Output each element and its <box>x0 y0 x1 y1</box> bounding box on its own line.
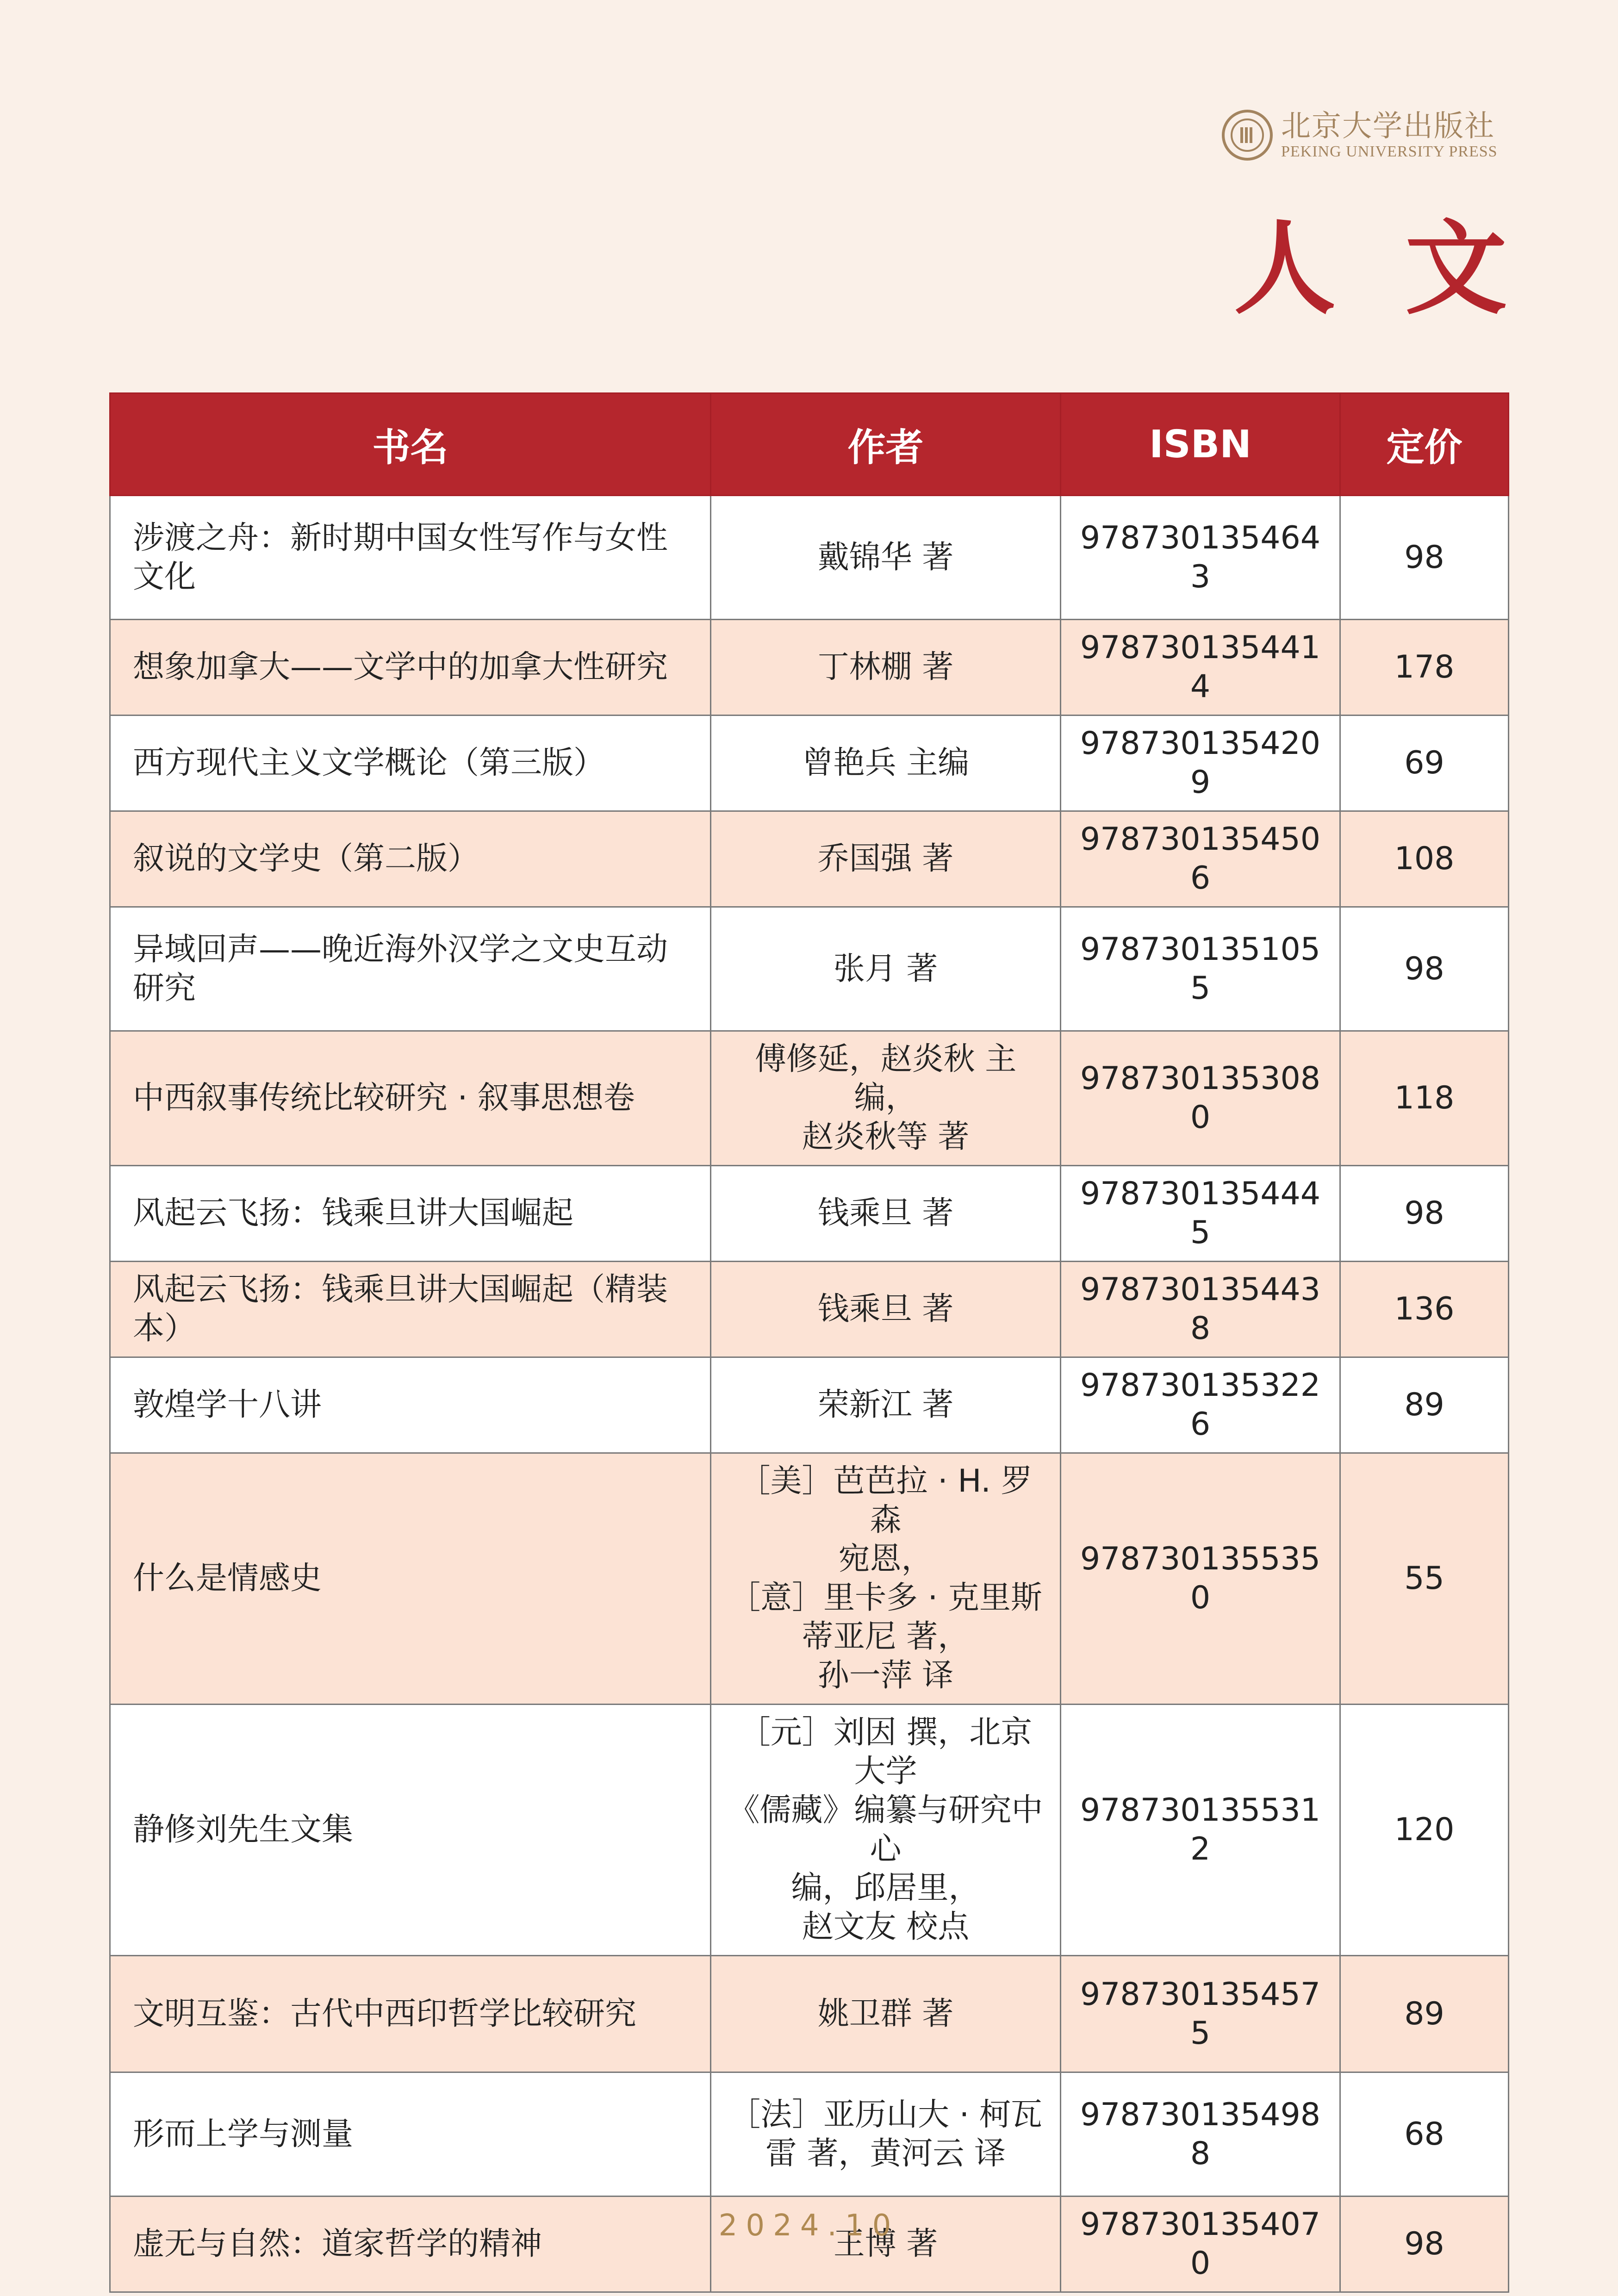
book-price: 118 <box>1340 1031 1509 1166</box>
header-price: 定价 <box>1340 393 1509 496</box>
book-author: 姚卫群 著 <box>711 1956 1061 2072</box>
book-table <box>109 392 1509 2293</box>
table-row <box>110 620 1509 716</box>
table-row <box>110 907 1509 1031</box>
book-title: 文明互鉴：古代中西印哲学比较研究 <box>110 1956 711 2072</box>
book-isbn: 9787301353226 <box>1061 1357 1340 1453</box>
book-author: 王博 著 <box>711 2196 1061 2292</box>
book-title: 异域回声——晚近海外汉学之文史互动研究 <box>110 907 711 1031</box>
book-author: 曾艳兵 主编 <box>711 716 1061 811</box>
table-row <box>110 1705 1509 1956</box>
publisher-name-en: PEKING UNIVERSITY PRESS <box>1281 143 1498 160</box>
book-price: 89 <box>1340 1956 1509 2072</box>
book-author: ［美］芭芭拉 · H. 罗森 宛恩， ［意］里卡多 · 克里斯 蒂亚尼 著， 孙一萍 译 <box>711 1453 1061 1705</box>
table-row <box>110 496 1509 620</box>
book-author: 张月 著 <box>711 907 1061 1031</box>
publisher-logo <box>1222 103 1498 168</box>
book-author: 戴锦华 著 <box>711 496 1061 620</box>
book-isbn: 9787301354643 <box>1061 496 1340 620</box>
table-row <box>110 1357 1509 1453</box>
book-author: ［法］亚历山大 · 柯瓦 雷 著，黄河云 译 <box>711 2072 1061 2196</box>
header-title: 书名 <box>110 393 711 496</box>
book-title: 西方现代主义文学概论（第三版） <box>110 716 711 811</box>
book-price: 98 <box>1340 1166 1509 1262</box>
book-price: 89 <box>1340 1357 1509 1453</box>
book-price: 136 <box>1340 1262 1509 1357</box>
book-author: 钱乘旦 著 <box>711 1262 1061 1357</box>
table-row <box>110 1956 1509 2072</box>
pku-seal-icon <box>1222 110 1273 161</box>
table-row <box>110 716 1509 811</box>
book-price: 98 <box>1340 2196 1509 2292</box>
book-author: 荣新江 著 <box>711 1357 1061 1453</box>
book-title: 涉渡之舟：新时期中国女性写作与女性文化 <box>110 496 711 620</box>
publisher-name-cn: 北京大学出版社 <box>1281 109 1495 143</box>
book-isbn: 9787301354506 <box>1061 811 1340 907</box>
book-author: 钱乘旦 著 <box>711 1166 1061 1262</box>
book-isbn: 9787301355350 <box>1061 1453 1340 1705</box>
book-price: 120 <box>1340 1705 1509 1956</box>
book-isbn: 9787301353080 <box>1061 1031 1340 1166</box>
book-title: 叙说的文学史（第二版） <box>110 811 711 907</box>
table-row <box>110 1453 1509 1705</box>
book-isbn: 9787301354414 <box>1061 620 1340 716</box>
section-title: 人文 <box>1233 208 1576 328</box>
book-title: 什么是情感史 <box>110 1453 711 1705</box>
book-price: 68 <box>1340 2072 1509 2196</box>
book-title: 风起云飞扬：钱乘旦讲大国崛起（精装本） <box>110 1262 711 1357</box>
table-header-row <box>110 393 1509 496</box>
catalog-date: 2024.10 <box>718 2209 900 2243</box>
book-title: 形而上学与测量 <box>110 2072 711 2196</box>
book-author: 乔国强 著 <box>711 811 1061 907</box>
book-title: 想象加拿大——文学中的加拿大性研究 <box>110 620 711 716</box>
table-row <box>110 1166 1509 1262</box>
book-isbn: 9787301355312 <box>1061 1705 1340 1956</box>
table-row <box>110 2072 1509 2196</box>
table-row <box>110 811 1509 907</box>
book-price: 98 <box>1340 496 1509 620</box>
book-isbn: 9787301354070 <box>1061 2196 1340 2292</box>
book-price: 178 <box>1340 620 1509 716</box>
book-title: 风起云飞扬：钱乘旦讲大国崛起 <box>110 1166 711 1262</box>
book-isbn: 9787301354575 <box>1061 1956 1340 2072</box>
book-isbn: 9787301354438 <box>1061 1262 1340 1357</box>
table-row <box>110 1262 1509 1357</box>
book-title: 静修刘先生文集 <box>110 1705 711 1956</box>
book-price: 69 <box>1340 716 1509 811</box>
book-title: 敦煌学十八讲 <box>110 1357 711 1453</box>
book-price: 55 <box>1340 1453 1509 1705</box>
book-author: 傅修延，赵炎秋 主编， 赵炎秋等 著 <box>711 1031 1061 1166</box>
header-author: 作者 <box>711 393 1061 496</box>
book-isbn: 9787301354988 <box>1061 2072 1340 2196</box>
book-author: ［元］刘因 撰，北京大学 《儒藏》编纂与研究中心 编，邱居里， 赵文友 校点 <box>711 1705 1061 1956</box>
book-price: 108 <box>1340 811 1509 907</box>
book-isbn: 9787301354445 <box>1061 1166 1340 1262</box>
book-isbn: 9787301351055 <box>1061 907 1340 1031</box>
book-author: 丁林棚 著 <box>711 620 1061 716</box>
book-title: 虚无与自然：道家哲学的精神 <box>110 2196 711 2292</box>
book-price: 98 <box>1340 907 1509 1031</box>
table-row <box>110 1031 1509 1166</box>
header-isbn: ISBN <box>1061 393 1340 496</box>
book-isbn: 9787301354209 <box>1061 716 1340 811</box>
book-title: 中西叙事传统比较研究 · 叙事思想卷 <box>110 1031 711 1166</box>
